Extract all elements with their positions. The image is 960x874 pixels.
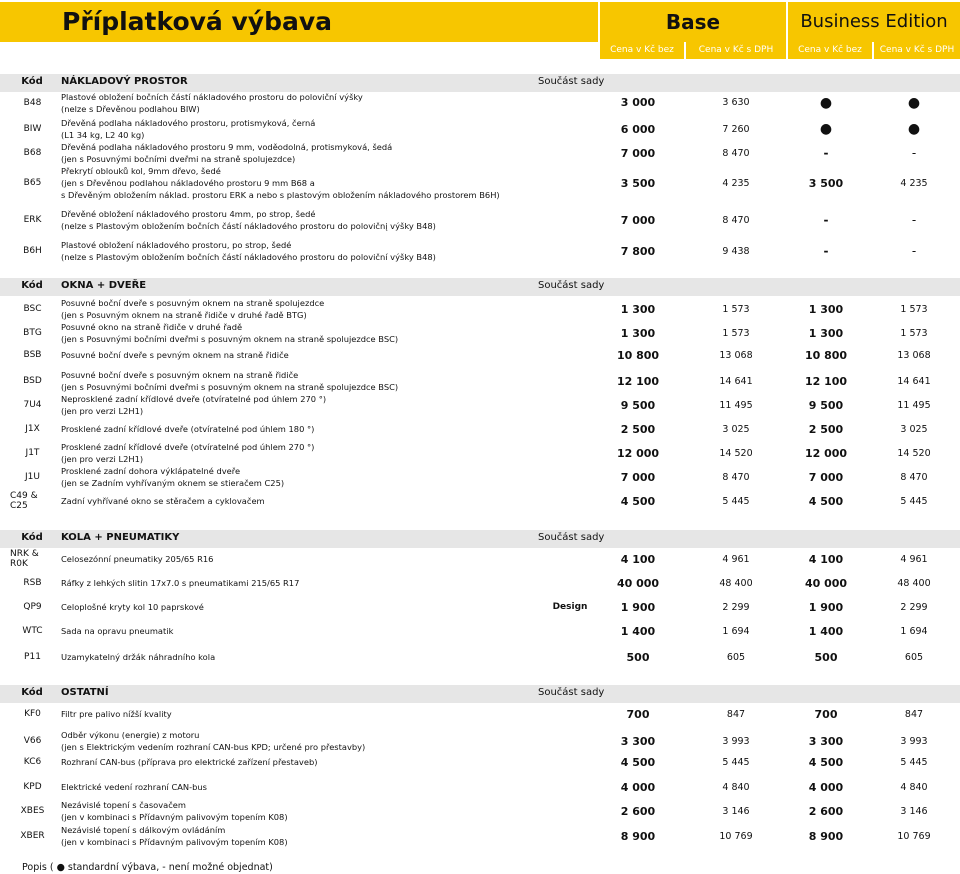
business-price-incl-vat: 1 694 bbox=[900, 625, 928, 637]
business-heading: Business Edition bbox=[800, 11, 948, 32]
base-price-excl-vat: 6 000 bbox=[620, 122, 656, 136]
table-row bbox=[0, 207, 960, 233]
included-in-set bbox=[540, 417, 600, 441]
business-price-excl-vat: 10 800 bbox=[804, 348, 848, 362]
table-row bbox=[0, 465, 960, 489]
option-description: Posuvné okno na straně řidiče v druhé řadě (jen s Posuvnými bočními dveřmi s posuvným oknem na straně spolujezdce BSC) bbox=[61, 322, 399, 344]
base-price-incl-vat: 3 993 bbox=[722, 735, 750, 747]
base-price-excl-vat: 7 800 bbox=[620, 244, 656, 258]
option-description: Prosklené zadní dohora výklápatelné dveře (jen se Zadním vyhřívaným oknem se stieračem C25) bbox=[61, 466, 285, 488]
option-description: Filtr pre palivo nížší kvality bbox=[61, 709, 172, 719]
business-price-excl-vat: 1 300 bbox=[808, 302, 844, 316]
option-code: RSB bbox=[23, 578, 42, 588]
business-price-incl-vat: 14 641 bbox=[897, 375, 931, 387]
base-price-incl-vat: 5 445 bbox=[722, 495, 750, 507]
option-description: Elektrické vedení rozhraní CAN-bus bbox=[61, 782, 207, 792]
price-label: Cena v Kč s DPH bbox=[874, 42, 960, 59]
business-price-incl-vat: 3 146 bbox=[900, 805, 928, 817]
included-in-set bbox=[540, 572, 600, 594]
table-row bbox=[0, 750, 960, 774]
business-price-incl-vat: 4 235 bbox=[900, 177, 928, 189]
base-price-incl-vat: 14 520 bbox=[719, 447, 753, 459]
included-in-set bbox=[540, 644, 600, 670]
business-price-excl-vat: 7 000 bbox=[808, 470, 844, 484]
standard-equipment-dot: ● bbox=[907, 94, 921, 111]
base-price-incl-vat: 1 694 bbox=[722, 625, 750, 637]
base-heading: Base bbox=[665, 10, 721, 34]
table-row bbox=[0, 489, 960, 513]
standard-equipment-dot: ● bbox=[819, 121, 833, 137]
option-code: BSB bbox=[23, 350, 42, 360]
page-title: Příplatková výbava bbox=[62, 7, 333, 36]
price-label: Cena v Kč s DPH bbox=[686, 42, 786, 59]
base-price-excl-vat: 40 000 bbox=[616, 576, 660, 590]
option-code: B6H bbox=[23, 246, 42, 256]
included-in-set bbox=[540, 165, 600, 201]
base-price-incl-vat: 7 260 bbox=[722, 123, 750, 135]
base-price-excl-vat: 500 bbox=[626, 650, 650, 664]
table-row bbox=[0, 620, 960, 642]
option-description: Překrytí oblouků kol, 9mm dřevo, šedé (jen s Dřevěnou podlahou nákladového prostoru 9 mm B68 a s Dřevěným obložením náklad. prostoru ERK a nebo s plastovým obložením nákladového prostorem B6H) bbox=[61, 166, 500, 200]
option-code: KF0 bbox=[24, 709, 41, 719]
included-in-set: Design bbox=[552, 602, 588, 612]
base-price-excl-vat: 3 300 bbox=[620, 734, 656, 748]
included-in-set bbox=[540, 321, 600, 345]
option-code: BIW bbox=[23, 124, 42, 134]
included-in-set bbox=[540, 141, 600, 165]
base-price-excl-vat: 12 100 bbox=[616, 374, 660, 388]
table-row bbox=[0, 799, 960, 823]
option-description: Prosklené zadní křídlové dveře (otvíratelné pod úhlem 270 °) (jen pro verzi L2H1) bbox=[61, 442, 315, 464]
section-header bbox=[0, 685, 960, 703]
included-in-set bbox=[540, 823, 600, 849]
base-price-incl-vat: 13 068 bbox=[719, 349, 753, 361]
option-code: J1U bbox=[25, 472, 40, 482]
base-price-incl-vat: 5 445 bbox=[722, 756, 750, 768]
base-price-incl-vat: 14 641 bbox=[719, 375, 753, 387]
not-available-dash: - bbox=[911, 244, 917, 258]
included-in-set bbox=[540, 465, 600, 489]
option-code: XBES bbox=[20, 806, 45, 816]
business-price-excl-vat: 8 900 bbox=[808, 829, 844, 843]
option-code: BSC bbox=[23, 304, 42, 314]
table-row bbox=[0, 117, 960, 141]
base-price-excl-vat: 10 800 bbox=[616, 348, 660, 362]
business-price-incl-vat: 5 445 bbox=[900, 495, 928, 507]
option-code: WTC bbox=[22, 626, 43, 636]
included-in-set bbox=[540, 703, 600, 725]
included-in-set-header: Součást sady bbox=[538, 280, 605, 291]
business-price-incl-vat: 605 bbox=[904, 651, 924, 663]
business-price-excl-vat: 700 bbox=[814, 707, 838, 721]
not-available-dash: - bbox=[823, 213, 829, 227]
base-price-incl-vat: 3 025 bbox=[722, 423, 750, 435]
included-in-set bbox=[540, 237, 600, 265]
option-description: Nezávislé topení s časovačem (jen v kombinaci s Přídavným palivovým topením K08) bbox=[61, 800, 288, 822]
base-price-incl-vat: 2 299 bbox=[722, 601, 750, 613]
table-row bbox=[0, 441, 960, 465]
base-price-excl-vat: 2 500 bbox=[620, 422, 656, 436]
table-row bbox=[0, 644, 960, 670]
base-price-excl-vat: 4 100 bbox=[620, 552, 656, 566]
not-available-dash: - bbox=[911, 213, 917, 227]
business-price-excl-vat: 3 500 bbox=[808, 176, 844, 190]
included-in-set bbox=[540, 620, 600, 642]
base-price-incl-vat: 847 bbox=[726, 708, 746, 720]
section-header bbox=[0, 74, 960, 92]
business-price-incl-vat: 4 961 bbox=[900, 553, 928, 565]
business-price-excl-vat: 4 100 bbox=[808, 552, 844, 566]
table-row bbox=[0, 703, 960, 725]
section-title: KOLA + PNEUMATIKY bbox=[61, 532, 180, 543]
included-in-set bbox=[540, 548, 600, 570]
base-price-excl-vat: 1 300 bbox=[620, 302, 656, 316]
business-price-incl-vat: 1 573 bbox=[900, 303, 928, 315]
base-price-incl-vat: 4 961 bbox=[722, 553, 750, 565]
table-row bbox=[0, 237, 960, 265]
price-label: Cena v Kč bez DPH bbox=[788, 42, 872, 59]
base-price-excl-vat: 7 000 bbox=[620, 470, 656, 484]
base-price-excl-vat: 12 000 bbox=[616, 446, 660, 460]
business-price-incl-vat: 847 bbox=[904, 708, 924, 720]
option-code: 7U4 bbox=[23, 400, 42, 410]
business-price-incl-vat: 1 573 bbox=[900, 327, 928, 339]
included-in-set bbox=[540, 117, 600, 141]
included-in-set-header: Součást sady bbox=[538, 76, 605, 87]
base-price-incl-vat: 8 470 bbox=[722, 147, 750, 159]
option-code: XBER bbox=[20, 831, 45, 841]
base-price-incl-vat: 4 235 bbox=[722, 177, 750, 189]
business-price-incl-vat: 3 993 bbox=[900, 735, 928, 747]
option-description: Odběr výkonu (energie) z motoru (jen s Elektrickým vedením rozhraní CAN-bus KPD; určené pro přestavby) bbox=[61, 730, 366, 752]
option-description: Prosklené zadní křídlové dveře (otvíratelné pod úhlem 180 °) bbox=[61, 424, 315, 434]
option-description: Sada na opravu pneumatik bbox=[61, 626, 174, 636]
business-price-excl-vat: 4 500 bbox=[808, 494, 844, 508]
table-row bbox=[0, 369, 960, 393]
included-in-set bbox=[540, 775, 600, 799]
option-description: Dřevěné obložení nákladového prostoru 4mm, po strop, šedé (nelze s Plastovým obložením bočních částí nákladového prostoru do polovičnį výšky B48) bbox=[61, 209, 436, 231]
base-price-excl-vat: 1 400 bbox=[620, 624, 656, 638]
option-code: J1T bbox=[25, 448, 40, 458]
base-price-excl-vat: 3 500 bbox=[620, 176, 656, 190]
option-description: Posuvné boční dveře s pevným oknem na straně řidiče bbox=[61, 350, 289, 360]
base-price-incl-vat: 11 495 bbox=[719, 399, 753, 411]
option-code: NRK & R0K bbox=[10, 549, 39, 569]
business-price-excl-vat: 9 500 bbox=[808, 398, 844, 412]
base-price-incl-vat: 4 840 bbox=[722, 781, 750, 793]
business-price-incl-vat: 4 840 bbox=[900, 781, 928, 793]
option-description: Rozhraní CAN-bus (příprava pro elektrické zařízení přestaveb) bbox=[61, 757, 318, 767]
code-column-header: Kód bbox=[21, 280, 43, 291]
included-in-set bbox=[540, 750, 600, 774]
option-description: Ráfky z lehkých slitin 17x7.0 s pneumatikami 215/65 R17 bbox=[61, 578, 300, 588]
option-description: Nezávislé topení s dálkovým ovládáním (jen v kombinaci s Přídavným palivovým topením K08) bbox=[61, 825, 288, 847]
section-title: OKNA + DVEŘE bbox=[61, 280, 147, 291]
option-code: BTG bbox=[23, 328, 42, 338]
business-price-incl-vat: 11 495 bbox=[897, 399, 931, 411]
business-price-excl-vat: 4 000 bbox=[808, 780, 844, 794]
base-price-incl-vat: 3 146 bbox=[722, 805, 750, 817]
business-price-excl-vat: 12 000 bbox=[804, 446, 848, 460]
table-row bbox=[0, 823, 960, 849]
base-price-excl-vat: 1 900 bbox=[620, 600, 656, 614]
code-column-header: Kód bbox=[21, 532, 43, 543]
not-available-dash: - bbox=[823, 244, 829, 258]
not-available-dash: - bbox=[823, 146, 829, 160]
option-description: Celosezónní pneumatiky 205/65 R16 bbox=[61, 554, 214, 564]
option-code: BSD bbox=[23, 376, 42, 386]
option-description: Plastové obložení bočních částí nákladového prostoru do poloviční výšky (nelze s Dřevěnou podlahou BIW) bbox=[61, 91, 363, 114]
option-code: ERK bbox=[23, 215, 42, 225]
option-description: Dřevěná podlaha nákladového prostoru 9 mm, voděodolná, protismyková, šedá (jen s Posuvnými bočními dveřmi na straně spolujezdce) bbox=[61, 142, 393, 164]
base-price-incl-vat: 3 630 bbox=[722, 97, 750, 108]
standard-equipment-dot: ● bbox=[907, 121, 921, 137]
base-price-excl-vat: 7 000 bbox=[620, 146, 656, 160]
business-price-incl-vat: 10 769 bbox=[897, 830, 931, 842]
business-price-incl-vat: 14 520 bbox=[897, 447, 931, 459]
business-price-excl-vat: 2 600 bbox=[808, 804, 844, 818]
included-in-set bbox=[540, 369, 600, 393]
included-in-set bbox=[540, 441, 600, 465]
base-price-incl-vat: 1 573 bbox=[722, 327, 750, 339]
base-price-excl-vat: 700 bbox=[626, 707, 650, 721]
business-price-excl-vat: 40 000 bbox=[804, 576, 848, 590]
table-row bbox=[0, 321, 960, 345]
business-price-incl-vat: 2 299 bbox=[900, 601, 928, 613]
base-price-incl-vat: 10 769 bbox=[719, 830, 753, 842]
business-price-incl-vat: 13 068 bbox=[897, 349, 931, 361]
base-price-excl-vat: 8 900 bbox=[620, 829, 656, 843]
included-in-set bbox=[540, 393, 600, 417]
base-price-incl-vat: 9 438 bbox=[722, 245, 750, 257]
business-price-incl-vat: 3 025 bbox=[900, 423, 928, 435]
option-description: Zadní vyhřívané okno se stěračem a cyklovačem bbox=[61, 496, 265, 506]
base-price-excl-vat: 3 000 bbox=[620, 96, 656, 109]
option-description: Posuvné boční dveře s posuvným oknem na straně spolujezdce (jen s Posuvným oknem na straně řidiče v druhé řadě BTG) bbox=[61, 298, 325, 320]
table-row bbox=[0, 297, 960, 321]
base-price-excl-vat: 9 500 bbox=[620, 398, 656, 412]
option-description: Dřevěná podlaha nákladového prostoru, protismyková, černá (L1 34 kg, L2 40 kg) bbox=[61, 118, 316, 140]
base-price-excl-vat: 4 500 bbox=[620, 755, 656, 769]
included-in-set bbox=[540, 345, 600, 365]
option-code: QP9 bbox=[23, 602, 42, 612]
option-code: B65 bbox=[23, 178, 42, 188]
included-in-set bbox=[540, 297, 600, 321]
option-code: B68 bbox=[23, 148, 42, 158]
option-description: Neprosklené zadní křídlové dveře (otvíratelné pod úhlem 270 °) (jen pro verzi L2H1) bbox=[61, 394, 327, 416]
business-price-excl-vat: 4 500 bbox=[808, 755, 844, 769]
base-price-excl-vat: 4 500 bbox=[620, 494, 656, 508]
section-header bbox=[0, 530, 960, 548]
option-description: Posuvné boční dveře s posuvným oknem na straně řidiče (jen s Posuvnými bočními dveřmi s posuvným oknem na straně spolujezdce BSC) bbox=[61, 370, 399, 392]
option-code: KC6 bbox=[23, 757, 42, 767]
business-price-incl-vat: 8 470 bbox=[900, 471, 928, 483]
table-row bbox=[0, 345, 960, 365]
business-price-excl-vat: 3 300 bbox=[808, 734, 844, 748]
option-code: C49 & C25 bbox=[10, 491, 38, 511]
option-code: B48 bbox=[23, 97, 42, 108]
legend: Popis ( ● standardní výbava, - není možné objednat) bbox=[22, 862, 273, 873]
base-price-excl-vat: 1 300 bbox=[620, 326, 656, 340]
option-code: J1X bbox=[25, 424, 40, 434]
base-price-incl-vat: 8 470 bbox=[722, 471, 750, 483]
included-in-set bbox=[540, 489, 600, 513]
base-price-incl-vat: 1 573 bbox=[722, 303, 750, 315]
business-price-incl-vat: 48 400 bbox=[897, 577, 931, 589]
option-code: P11 bbox=[24, 652, 41, 662]
base-price-excl-vat: 2 600 bbox=[620, 804, 656, 818]
business-price-excl-vat: 1 300 bbox=[808, 326, 844, 340]
business-price-excl-vat: 1 400 bbox=[808, 624, 844, 638]
business-price-excl-vat: 500 bbox=[814, 650, 838, 664]
section-title: OSTATNÍ bbox=[61, 687, 109, 698]
base-price-excl-vat: 7 000 bbox=[620, 213, 656, 227]
code-column-header: Kód bbox=[21, 687, 43, 698]
business-price-incl-vat: 5 445 bbox=[900, 756, 928, 768]
included-in-set-header: Součást sady bbox=[538, 687, 605, 698]
base-price-excl-vat: 4 000 bbox=[620, 780, 656, 794]
included-in-set-header: Součást sady bbox=[538, 532, 605, 543]
table-row bbox=[0, 572, 960, 594]
option-description: Plastové obložení nákladového prostoru, po strop, šedé (nelze s Plastovým obložením bočních částí nákladového prostoru do poloviční výšky B48) bbox=[61, 240, 436, 262]
not-available-dash: - bbox=[911, 146, 917, 160]
table-row bbox=[0, 165, 960, 201]
table-row bbox=[0, 596, 960, 618]
section-header bbox=[0, 278, 960, 296]
business-price-excl-vat: 2 500 bbox=[808, 422, 844, 436]
option-code: V66 bbox=[23, 736, 42, 746]
included-in-set bbox=[540, 799, 600, 823]
section-title: NÁKLADOVÝ PROSTOR bbox=[61, 76, 188, 87]
table-row bbox=[0, 92, 960, 113]
table-row bbox=[0, 141, 960, 165]
table-row bbox=[0, 417, 960, 441]
price-label: Cena v Kč bez DPH bbox=[600, 42, 684, 59]
included-in-set bbox=[540, 92, 600, 113]
table-row bbox=[0, 548, 960, 570]
business-price-excl-vat: 1 900 bbox=[808, 600, 844, 614]
base-price-incl-vat: 605 bbox=[726, 651, 746, 663]
option-description: Celoplošné kryty kol 10 paprskové bbox=[61, 602, 204, 612]
base-price-incl-vat: 48 400 bbox=[719, 577, 753, 589]
base-price-incl-vat: 8 470 bbox=[722, 214, 750, 226]
standard-equipment-dot: ● bbox=[819, 94, 833, 111]
code-column-header: Kód bbox=[21, 76, 43, 87]
business-price-excl-vat: 12 100 bbox=[804, 374, 848, 388]
included-in-set bbox=[540, 207, 600, 233]
table-row bbox=[0, 775, 960, 799]
table-row bbox=[0, 393, 960, 417]
option-description: Uzamykatelný držák náhradního kola bbox=[61, 652, 216, 662]
option-code: KPD bbox=[23, 782, 42, 792]
header bbox=[0, 0, 960, 72]
